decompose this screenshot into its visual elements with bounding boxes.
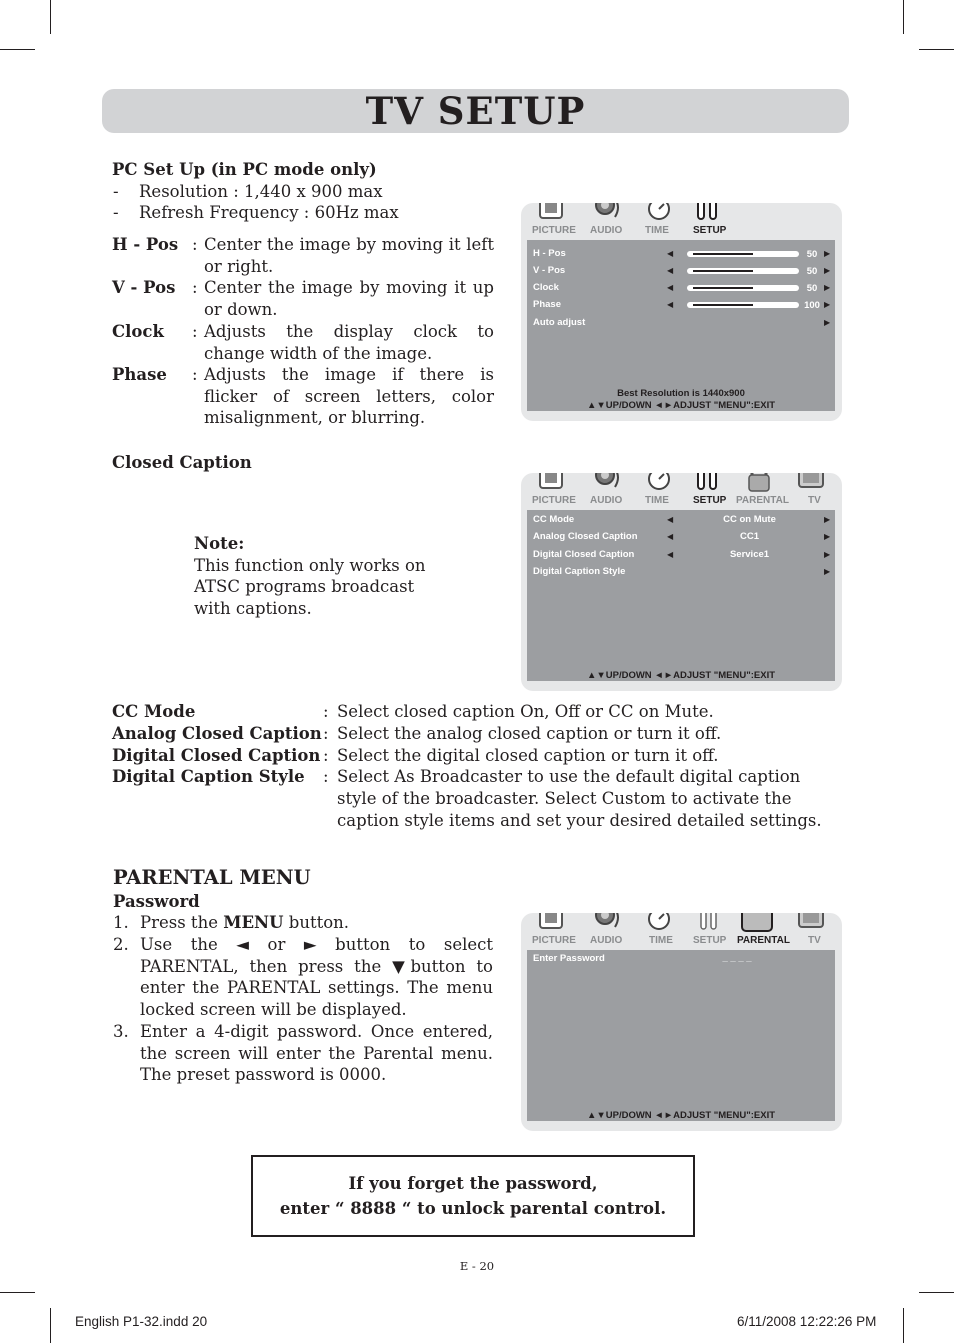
stopwatch-icon [645,203,675,223]
osd-menu-panel [527,950,835,1121]
cc-mode-value: CC on Mute [723,514,776,525]
tab-picture[interactable]: PICTURE [532,225,576,236]
phase-slider[interactable] [687,302,799,308]
def-desc-clock: Adjusts the display clock to change width of the image. [204,322,494,363]
cc-colon: : [323,724,329,743]
left-arrow-icon[interactable]: ◀ [667,283,674,292]
vpos-value: 50 [806,266,818,277]
slider-fill [693,304,753,306]
tab-time[interactable]: TIME [649,935,673,946]
def-desc-phase: Adjusts the image if there is flicker of screen letters, color misalignment, or blurring. [204,365,494,428]
right-arrow-icon[interactable]: ▶ [824,283,831,292]
tab-tv[interactable]: TV [808,935,821,946]
tab-tv[interactable]: TV [808,495,821,506]
phase-value: 100 [804,300,820,311]
clock-value: 50 [806,283,818,294]
step-number: 2. [113,935,129,954]
step-text [140,934,493,1020]
slider-fill [693,287,753,289]
osd-menu-panel [527,510,835,681]
left-arrow-icon[interactable]: ◀ [667,266,674,275]
menu-row-enter-password[interactable]: Enter Password [533,953,605,964]
menu-row-phase[interactable]: Phase [533,299,561,310]
menu-row-hpos[interactable]: H - Pos [533,248,566,259]
osd-setup-pc [521,203,842,421]
osd-closed-caption [521,473,842,691]
tab-audio[interactable]: AUDIO [590,935,623,946]
osd-nav-hint: ▲▼UP/DOWN ◄►ADJUST "MENU":EXIT [586,1110,776,1121]
cc-desc: Select the analog closed caption or turn it off. [337,724,722,743]
note-label: Note: [194,534,245,553]
crop-mark [50,1308,51,1343]
notice-line-1: If you forget the password, [348,1174,598,1193]
cc-colon: : [323,767,329,786]
password-input[interactable]: _ _ _ _ [722,953,752,964]
osd-nav-hint: ▲▼UP/DOWN ◄►ADJUST "MENU":EXIT [586,400,776,411]
hpos-slider[interactable] [687,251,799,257]
tools-icon [697,913,723,933]
title-bar [102,89,849,133]
cc-desc: Select the digital closed caption or turn it off. [337,746,719,765]
vpos-slider[interactable] [687,268,799,274]
page-number: E - 20 [459,1259,495,1273]
padlock-icon [739,913,775,933]
menu-keyword: MENU [223,913,284,932]
step-number: 1. [113,913,129,932]
resolution-line: Resolution : 1,440 x 900 max [139,182,383,201]
cc-term: Digital Closed Caption [112,746,321,765]
speaker-icon [591,203,625,225]
osd-parental [521,913,842,1131]
menu-row-caption-style[interactable]: Digital Caption Style [533,566,626,577]
note-line: ATSC programs broadcast [194,577,415,596]
digital-cc-value: Service1 [729,549,770,560]
osd-nav-hint: ▲▼UP/DOWN ◄►ADJUST "MENU":EXIT [586,670,776,681]
right-arrow-icon[interactable]: ▶ [824,300,831,309]
step-text [140,912,493,934]
left-arrow-icon[interactable]: ◀ [667,532,674,541]
left-arrow-icon[interactable]: ◀ [667,515,674,524]
left-arrow-icon[interactable]: ◀ [667,249,674,258]
best-resolution-text: Best Resolution is 1440x900 [617,388,745,399]
tab-audio[interactable]: AUDIO [590,495,623,506]
notice-line-2: enter “ 8888 “ to unlock parental control. [279,1199,667,1218]
step-text-part: Use the ◄ or ► button to select PARENTAL, then press the ▼button to enter the PARENTAL settings. The menu locked screen will be displayed. [140,935,493,1019]
password-subheading: Password [113,892,200,911]
picture-icon [538,913,568,933]
speaker-icon [591,913,625,935]
page-title: TV SETUP [365,89,586,133]
menu-row-cc-mode[interactable]: CC Mode [533,514,575,525]
picture-icon [538,203,568,223]
menu-row-digital-cc[interactable]: Digital Closed Caption [533,549,635,560]
tab-parental[interactable]: PARENTAL [737,935,790,946]
bullet-dash: - [113,203,119,222]
osd-menu-panel [527,240,835,411]
tv-icon [797,473,825,491]
tools-icon [693,203,723,223]
step-text-part: Press the [140,913,224,932]
slider-fill [693,253,753,255]
step-text [140,1021,493,1086]
tab-picture[interactable]: PICTURE [532,935,576,946]
menu-row-auto-adjust[interactable]: Auto adjust [533,317,586,328]
tab-time[interactable]: TIME [645,225,669,236]
tools-icon [693,473,723,493]
crop-mark [919,1292,954,1293]
step-number: 3. [113,1022,129,1041]
closed-caption-heading: Closed Caption [112,453,252,472]
hpos-value: 50 [806,249,818,260]
tab-setup[interactable]: SETUP [693,935,727,946]
right-arrow-icon[interactable]: ▶ [824,515,831,524]
step-text-part: button. [283,913,350,932]
def-term-hpos: H - Pos [112,235,179,254]
cc-desc: Select As Broadcaster to use the default digital caption style of the broadcaster. Select Custom to activate the caption style items and set your desired detailed settings. [337,767,822,830]
pc-setup-heading: PC Set Up (in PC mode only) [112,160,377,179]
tab-parental[interactable]: PARENTAL [736,495,789,506]
stopwatch-icon [645,913,675,933]
tab-time[interactable]: TIME [645,495,669,506]
def-colon: : [192,278,198,297]
note-line: with captions. [194,599,312,618]
step-text-part: Enter a 4-digit password. Once entered, the screen will enter the Parental menu. The preset password is 0000. [140,1022,493,1085]
notice-box [251,1155,695,1237]
cc-term: CC Mode [112,702,196,721]
parental-heading: PARENTAL MENU [113,866,311,889]
crop-mark [50,0,51,34]
tv-icon [797,913,825,931]
crop-mark [903,1308,904,1343]
clock-slider[interactable] [687,285,799,291]
menu-row-analog-cc[interactable]: Analog Closed Caption [533,531,638,542]
right-arrow-icon[interactable]: ▶ [824,567,831,576]
cc-term: Analog Closed Caption [112,724,322,743]
tab-setup[interactable]: SETUP [693,495,727,506]
left-arrow-icon[interactable]: ◀ [667,300,674,309]
crop-mark [0,49,35,50]
tab-setup[interactable]: SETUP [693,225,727,236]
tab-audio[interactable]: AUDIO [590,225,623,236]
def-term-clock: Clock [112,322,164,341]
def-desc-vpos: Center the image by moving it up or down. [204,278,494,319]
def-colon: : [192,235,198,254]
right-arrow-icon[interactable]: ▶ [824,249,831,258]
menu-row-clock[interactable]: Clock [533,282,559,293]
def-colon: : [192,365,198,384]
speaker-icon [591,473,625,495]
footer-file: English P1-32.indd 20 [75,1314,208,1329]
def-term-phase: Phase [112,365,167,384]
crop-mark [0,1292,35,1293]
refresh-line: Refresh Frequency : 60Hz max [139,203,399,222]
right-arrow-icon[interactable]: ▶ [824,318,831,327]
def-term-vpos: V - Pos [112,278,176,297]
footer-date: 6/11/2008 12:22:26 PM [737,1314,877,1329]
stopwatch-icon [645,473,675,493]
tab-picture[interactable]: PICTURE [532,495,576,506]
bullet-dash: - [113,182,119,201]
right-arrow-icon[interactable]: ▶ [824,266,831,275]
osd-tab-bar [521,225,842,239]
menu-row-vpos[interactable]: V - Pos [533,265,566,276]
cc-colon: : [323,702,329,721]
cc-term: Digital Caption Style [112,767,305,786]
osd-tab-bar [521,495,842,509]
crop-mark [903,0,904,34]
def-desc-hpos: Center the image by moving it left or right. [204,235,494,276]
def-colon: : [192,322,198,341]
right-arrow-icon[interactable]: ▶ [824,532,831,541]
note-line: This function only works on [194,556,426,575]
slider-fill [693,270,753,272]
cc-desc: Select closed caption On, Off or CC on Mute. [337,702,714,721]
padlock-icon [746,473,772,493]
osd-tab-bar [521,935,842,949]
picture-icon [538,473,568,493]
right-arrow-icon[interactable]: ▶ [824,550,831,559]
analog-cc-value: CC1 [739,531,759,542]
crop-mark [919,49,954,50]
cc-colon: : [323,746,329,765]
left-arrow-icon[interactable]: ◀ [667,550,674,559]
